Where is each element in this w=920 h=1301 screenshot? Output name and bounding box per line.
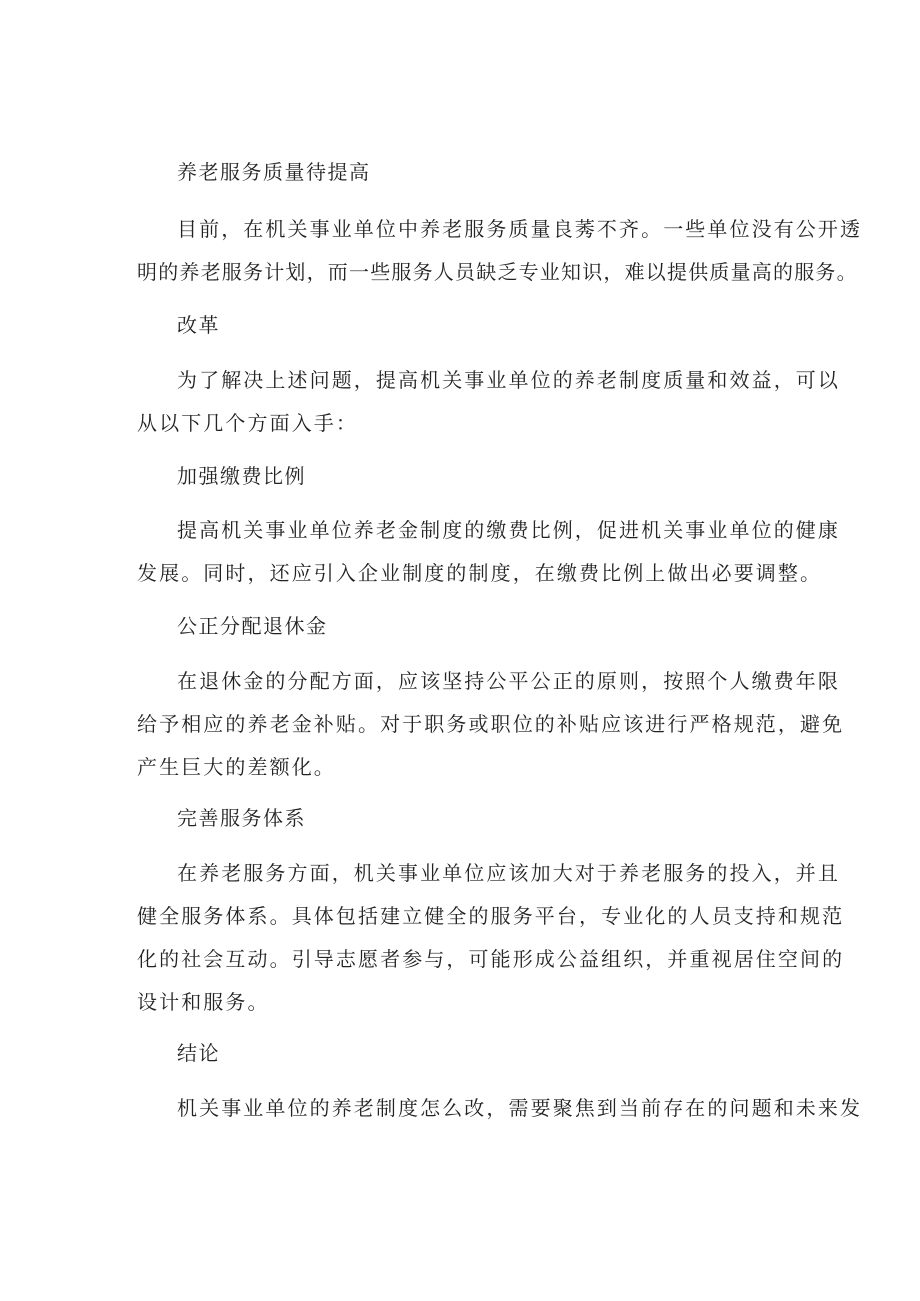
- paragraph-line: 明的养老服务计划，而一些服务人员缺乏专业知识，难以提供质量高的服务。: [137, 260, 858, 284]
- paragraph-line: 健全服务体系。具体包括建立健全的服务平台，专业化的人员支持和规范: [137, 904, 845, 928]
- paragraph-line: 在养老服务方面，机关事业单位应该加大对于养老服务的投入，并且: [177, 861, 840, 885]
- paragraph-line: 机关事业单位的养老制度怎么改，需要聚焦到当前存在的问题和未来发: [177, 1096, 863, 1120]
- section-heading: 完善服务体系: [177, 806, 306, 830]
- section-heading: 改革: [177, 313, 220, 337]
- paragraph-line: 设计和服务。: [137, 990, 270, 1014]
- section-heading: 结论: [177, 1041, 220, 1065]
- paragraph-line: 给予相应的养老金补贴。对于职务或职位的补贴应该进行严格规范，避免: [137, 712, 845, 736]
- paragraph-line: 为了解决上述问题，提高机关事业单位的养老制度质量和效益，可以: [177, 368, 840, 392]
- section-heading: 养老服务质量待提高: [177, 160, 371, 184]
- paragraph-line: 发展。同时，还应引入企业制度的制度，在缴费比例上做出必要调整。: [137, 561, 823, 585]
- paragraph-line: 产生巨大的差额化。: [137, 755, 336, 779]
- paragraph-line: 目前，在机关事业单位中养老服务质量良莠不齐。一些单位没有公开透: [177, 217, 863, 241]
- paragraph-line: 提高机关事业单位养老金制度的缴费比例，促进机关事业单位的健康: [177, 518, 840, 542]
- paragraph-line: 从以下几个方面入手：: [137, 411, 358, 435]
- paragraph-line: 在退休金的分配方面，应该坚持公平公正的原则，按照个人缴费年限: [177, 669, 840, 693]
- paragraph-line: 化的社会互动。引导志愿者参与，可能形成公益组织，并重视居住空间的: [137, 947, 845, 971]
- section-heading: 加强缴费比例: [177, 464, 306, 488]
- section-heading: 公正分配退休金: [177, 614, 328, 638]
